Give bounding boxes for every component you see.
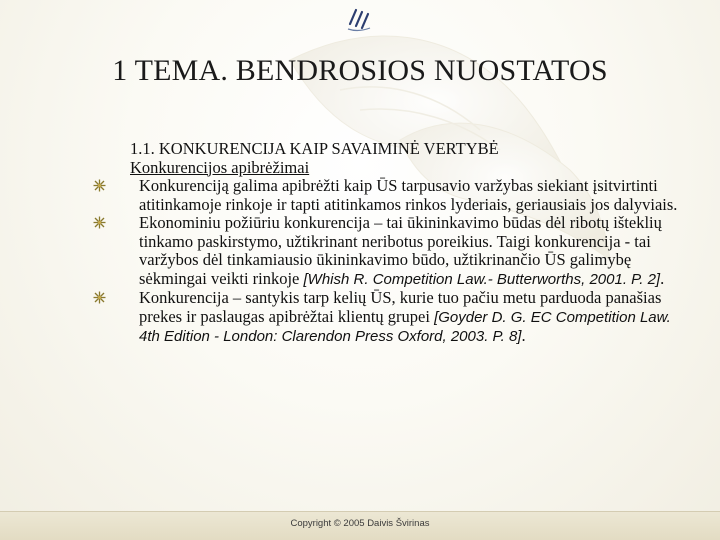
bullet-citation: [Whish R. Competition Law.- Butterworths, 2001. P. 2] <box>303 270 661 288</box>
list-item <box>125 289 695 347</box>
copyright-text: Copyright © 2005 Daivis Švirinas <box>290 518 430 529</box>
bullet-citation: [Goyder D. G. EC Competition Law. 4th Edition - London: Clarendon Press Oxford, 2003. P. 8] <box>139 308 671 345</box>
bullet-tail: . <box>521 326 526 345</box>
section-heading: 1.1. KONKURENCIJA KAIP SAVAIMINĖ VERTYBĖ <box>130 139 499 158</box>
slide-title: 1 TEMA. BENDROSIOS NUOSTATOS <box>112 54 608 87</box>
section-subheading: Konkurencijos apibrėžimai <box>130 157 310 177</box>
bullet-text: Ekonominiu požiūriu konkurencija – tai ūkininkavimo būdas dėl ribotų išteklių tinkamo paskirstymo, užtikrinant neribotus poreikius. Taigi konkurencija - tai varžybos dėl tinkamiausio ūkininkavimo būdo, užtikrinančio ŪS galimybę sėkmingai veikti rinkoje <box>139 213 662 288</box>
bullet-star-icon <box>93 179 106 192</box>
bullet-list <box>125 177 695 347</box>
list-item <box>125 177 695 214</box>
slide-body <box>125 140 695 347</box>
logo-icon <box>344 4 374 34</box>
bullet-text: Konkurencija – santykis tarp kelių ŪS, kurie tuo pačiu metu parduoda panašias prekes ir paslaugas apibrėžtai klientų grupei <box>139 288 662 326</box>
bullet-text: Konkurenciją galima apibrėžti kaip ŪS tarpusavio varžybas siekiant įsitvirtinti atitinkamoje rinkoje ir tapti atitinkamos rinkos lyderiais, geriausiais jos dalyviais. <box>139 176 678 214</box>
bullet-star-icon <box>93 216 106 229</box>
footer-bar <box>0 511 720 540</box>
bullet-tail: . <box>660 268 665 288</box>
list-item <box>125 214 695 289</box>
bullet-star-icon <box>93 291 106 304</box>
